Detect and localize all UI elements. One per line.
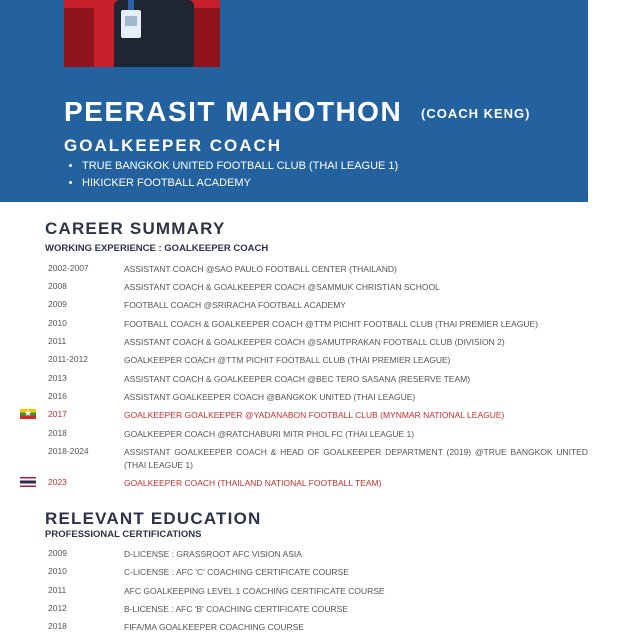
education-description: D-LICENSE : GRASSROOT AFC VISION ASIA [124, 549, 302, 559]
career-description: ASSISTANT GOALKEEPER COACH @BANGKOK UNITED (THAI LEAGUE) [124, 392, 416, 402]
myanmar-flag-icon [20, 409, 36, 419]
profile-header [0, 0, 588, 202]
id-badge [121, 10, 141, 38]
education-year: 2010 [48, 566, 67, 576]
education-year: 2018 [48, 621, 67, 631]
career-year: 2013 [48, 373, 67, 383]
education-description: B-LICENSE : AFC 'B' COACHING CERTIFICATE COURSE [124, 604, 348, 614]
career-description: FOOTBALL COACH & GOALKEEPER COACH @TTM PICHIT FOOTBALL CLUB (THAI PREMIER LEAGUE) [124, 319, 539, 329]
career-year: 2011-2012 [48, 354, 89, 364]
education-year: 2009 [48, 548, 67, 558]
thailand-flag-icon [20, 477, 36, 487]
career-year: 2008 [48, 281, 67, 291]
career-summary-heading: CAREER SUMMARY [45, 219, 226, 238]
working-experience-subheading: WORKING EXPERIENCE : GOALKEEPER COACH [45, 243, 269, 254]
career-year: 2016 [48, 391, 67, 401]
career-description: ASSISTANT COACH & GOALKEEPER COACH @BEC TERO SASANA (RESERVE TEAM) [124, 374, 471, 384]
current-clubs-list [68, 158, 398, 192]
career-description: GOALKEEPER GOALKEEPER @YADANABON FOOTBALL CLUB (MYNMAR NATIONAL LEAGUE) [124, 410, 505, 420]
profile-photo [64, 0, 220, 67]
career-year: 2018 [48, 428, 67, 438]
career-description: ASSISTANT COACH & GOALKEEPER COACH @SAMMUK CHRISTIAN SCHOOL [124, 282, 440, 292]
certifications-subheading: PROFESSIONAL CERTIFICATIONS [45, 529, 202, 540]
career-description: ASSISTANT COACH @SAO PAULO FOOTBALL CENTER (THAILAND) [124, 264, 397, 274]
career-year: 2017 [48, 409, 67, 419]
career-description: GOALKEEPER COACH @RATCHABURI MITR PHOL FC (THAI LEAGUE 1) [124, 429, 415, 439]
career-year: 2009 [48, 299, 67, 309]
career-year: 2018-2024 [48, 446, 89, 456]
club-item: • HIKICKER FOOTBALL ACADEMY [82, 175, 398, 192]
career-description: GOALKEEPER COACH (THAILAND NATIONAL FOOTBALL TEAM) [124, 478, 382, 488]
career-description: ASSISTANT COACH & GOALKEEPER COACH @SAMUTPRAKAN FOOTBALL CLUB (DIVISION 2) [124, 337, 505, 347]
education-description: C-LICENSE : AFC 'C' COACHING CERTIFICATE COURSE [124, 567, 349, 577]
career-description: FOOTBALL COACH @SRIRACHA FOOTBALL ACADEMY [124, 300, 346, 310]
education-year: 2011 [48, 585, 67, 595]
education-description: FIFA/MA GOALKEEPER COACHING COURSE [124, 622, 304, 632]
club-item: • TRUE BANGKOK UNITED FOOTBALL CLUB (THAI LEAGUE 1) [82, 158, 398, 175]
career-year: 2002-2007 [48, 263, 89, 273]
career-description: GOALKEEPER COACH @TTM PICHIT FOOTBALL CLUB (THAI PREMIER LEAGUE) [124, 355, 451, 365]
career-description: ASSISTANT GOALKEEPER COACH & HEAD OF GOALKEEPER DEPARTMENT (2019) @TRUE BANGKOK UNITED (THAI LEAGUE 1) [124, 447, 588, 470]
career-year: 2023 [48, 477, 67, 487]
career-year: 2010 [48, 318, 67, 328]
stadium-seat [190, 8, 220, 67]
relevant-education-heading: RELEVANT EDUCATION [45, 509, 262, 528]
education-year: 2012 [48, 603, 67, 613]
coach-nickname: (COACH KENG) [421, 106, 531, 121]
coach-role: GOALKEEPER COACH [64, 136, 283, 155]
education-description: AFC GOALKEEPING LEVEL 1 COACHING CERTIFICATE COURSE [124, 586, 385, 596]
stadium-seat [64, 8, 94, 67]
coach-name: PEERASIT MAHOTHON [64, 96, 403, 127]
career-year: 2011 [48, 336, 67, 346]
